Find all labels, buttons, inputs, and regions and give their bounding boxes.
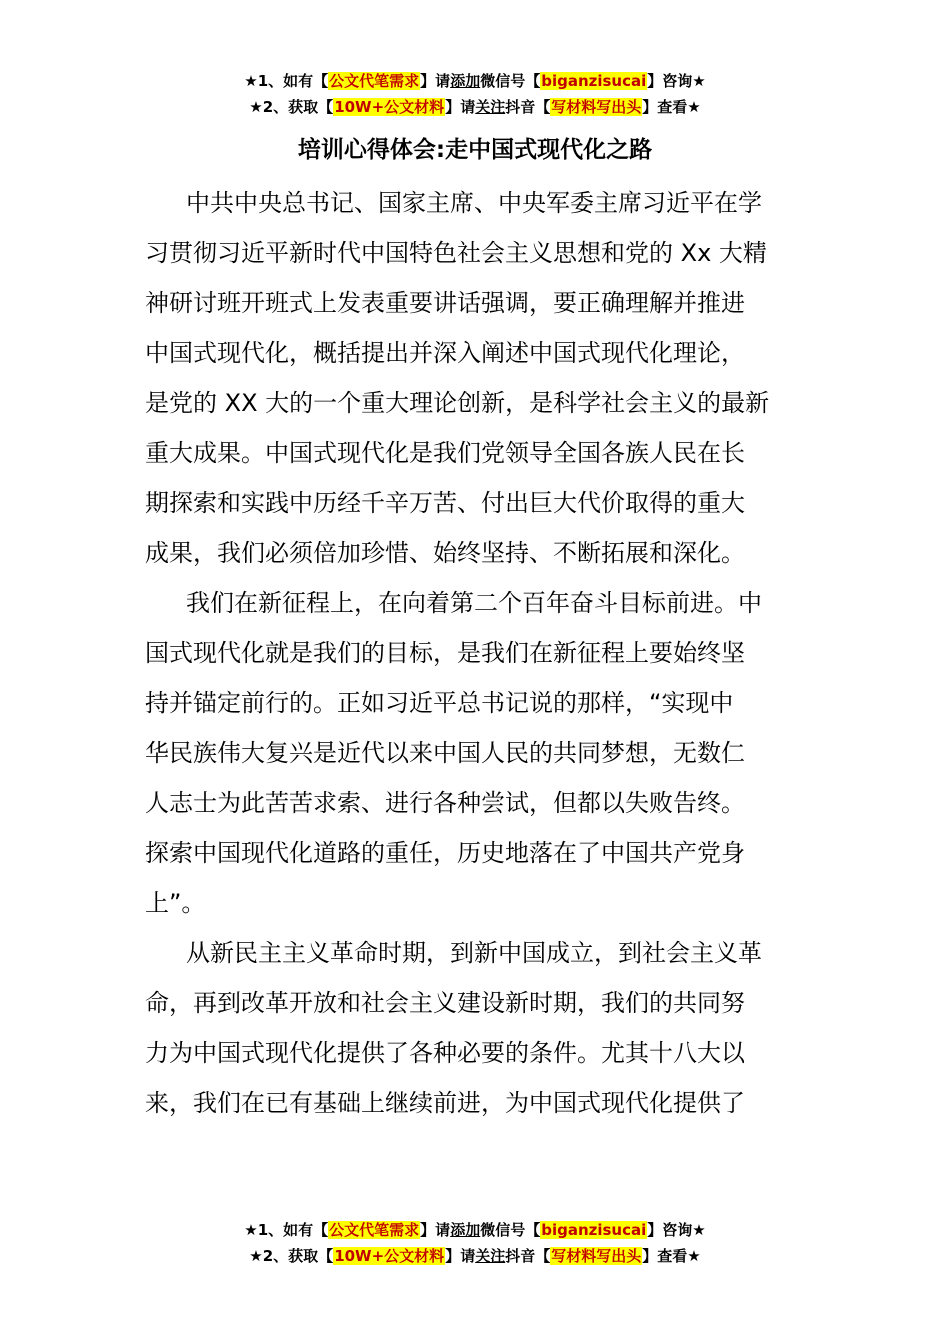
paragraph-1-line: 神研讨班开班式上发表重要讲话强调，要正确理解并推进	[145, 289, 745, 317]
footer-banner	[0, 1217, 950, 1269]
banner-line-2	[0, 94, 950, 120]
paragraph-3-line: 命，再到改革开放和社会主义建设新时期，我们的共同努	[145, 989, 745, 1017]
banner-text: ★1、如有【	[244, 1221, 329, 1239]
banner-text: 微信号【	[480, 1221, 541, 1239]
document-body	[145, 178, 810, 1128]
underline-add: 添加	[450, 1221, 481, 1239]
highlight-wechat-id: biganzisucai	[541, 72, 647, 90]
banner-line-2	[0, 1243, 950, 1269]
paragraph-2-line: 持并锚定前行的。正如习近平总书记说的那样，“实现中	[145, 689, 734, 717]
highlight-douyin-account: 写材料写出头	[551, 98, 642, 116]
banner-text: 抖音【	[505, 1247, 551, 1265]
highlight-materials: 10W+公文材料	[334, 98, 445, 116]
paragraph-2-line: 国式现代化就是我们的目标，是我们在新征程上要始终坚	[145, 639, 745, 667]
banner-text: 】咨询★	[647, 72, 706, 90]
header-banner	[0, 68, 950, 120]
paragraph-1-line: 中国式现代化，概括提出并深入阐述中国式现代化理论，	[145, 339, 745, 367]
banner-text: ★2、获取【	[249, 98, 334, 116]
document-title: 培训心得体会:走中国式现代化之路	[297, 137, 653, 163]
paragraph-2-line: 我们在新征程上，在向着第二个百年奋斗目标前进。中	[186, 589, 762, 617]
banner-line-1	[0, 68, 950, 94]
banner-text: 】请	[445, 98, 476, 116]
banner-text: 】查看★	[642, 98, 701, 116]
paragraph-2-line: 探索中国现代化道路的重任，历史地落在了中国共产党身	[145, 839, 745, 867]
paragraph-1-line: 期探索和实践中历经千辛万苦、付出巨大代价取得的重大	[145, 489, 745, 517]
underline-add: 添加	[450, 72, 481, 90]
paragraph-3-line: 力为中国式现代化提供了各种必要的条件。尤其十八大以	[145, 1039, 745, 1067]
banner-text: 抖音【	[505, 98, 551, 116]
highlight-ghostwriting-service: 公文代笔需求	[329, 72, 420, 90]
paragraph-1-line: 是党的 XX 大的一个重大理论创新，是科学社会主义的最新	[145, 389, 770, 417]
paragraph-2-line: 人志士为此苦苦求索、进行各种尝试，但都以失败告终。	[145, 789, 745, 817]
highlight-materials: 10W+公文材料	[334, 1247, 445, 1265]
banner-text: 】请	[445, 1247, 476, 1265]
banner-text: 】请	[420, 72, 451, 90]
banner-text: 】咨询★	[647, 1221, 706, 1239]
paragraph-3-line: 来，我们在已有基础上继续前进，为中国式现代化提供了	[145, 1089, 745, 1117]
paragraph-1-line: 中共中央总书记、国家主席、中央军委主席习近平在学	[186, 189, 762, 217]
paragraph-3-line: 从新民主主义革命时期，到新中国成立，到社会主义革	[186, 939, 762, 967]
paragraph-1-line: 重大成果。中国式现代化是我们党领导全国各族人民在长	[145, 439, 745, 467]
banner-text: 】查看★	[642, 1247, 701, 1265]
banner-line-1	[0, 1217, 950, 1243]
banner-text: 微信号【	[480, 72, 541, 90]
banner-text: ★1、如有【	[244, 72, 329, 90]
underline-follow: 关注	[475, 1247, 506, 1265]
underline-follow: 关注	[475, 98, 506, 116]
highlight-wechat-id: biganzisucai	[541, 1221, 647, 1239]
paragraph-2-line: 华民族伟大复兴是近代以来中国人民的共同梦想，无数仁	[145, 739, 745, 767]
highlight-ghostwriting-service: 公文代笔需求	[329, 1221, 420, 1239]
paragraph-2-line: 上”。	[145, 889, 206, 917]
highlight-douyin-account: 写材料写出头	[551, 1247, 642, 1265]
banner-text: ★2、获取【	[249, 1247, 334, 1265]
paragraph-1-line: 习贯彻习近平新时代中国特色社会主义思想和党的 Xx 大精	[145, 239, 767, 267]
banner-text: 】请	[420, 1221, 451, 1239]
paragraph-1-line: 成果，我们必须倍加珍惜、始终坚持、不断拓展和深化。	[145, 539, 745, 567]
